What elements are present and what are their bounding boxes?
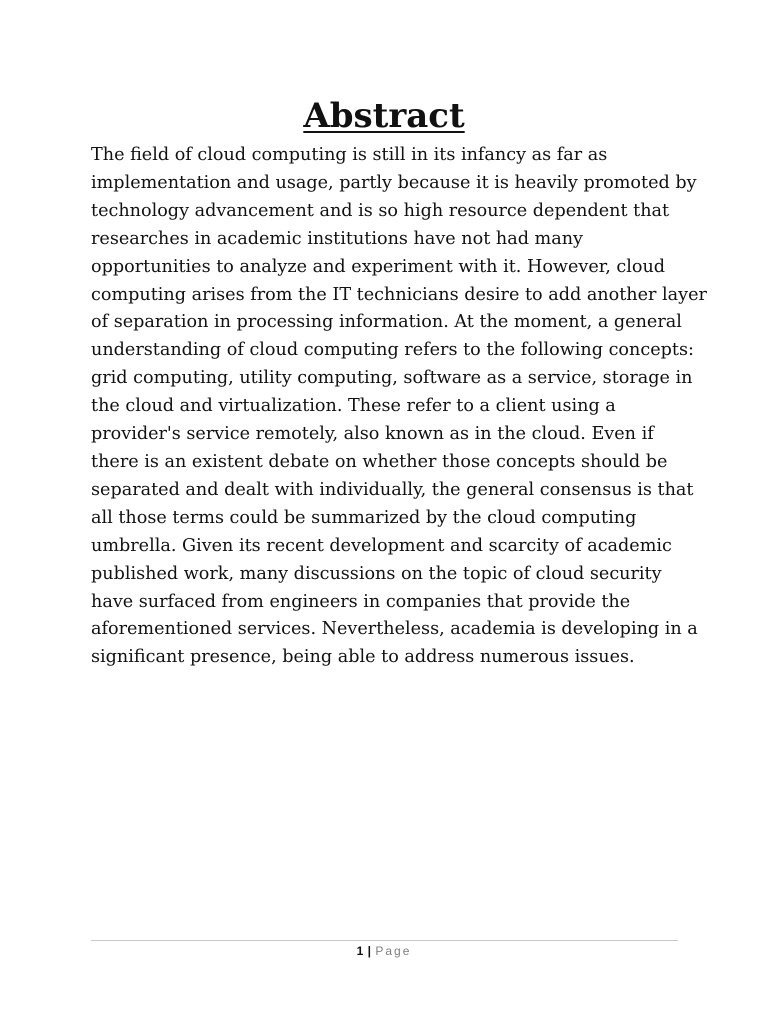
- paragraph-line: implementation and usage, partly because it is heavily promoted by: [91, 172, 697, 193]
- paragraph-line: The field of cloud computing is still in its infancy as far as: [91, 145, 608, 165]
- page-footer: [0, 943, 768, 959]
- abstract-paragraph: [91, 142, 707, 672]
- paragraph-line: researches in academic institutions have not had many: [91, 228, 583, 249]
- paragraph-line: separated and dealt with individually, the general consensus is that: [91, 479, 694, 500]
- page-label: Page: [375, 944, 412, 958]
- paragraph-line: all those terms could be summarized by the cloud computing: [91, 507, 637, 528]
- page-number: 1: [356, 944, 364, 958]
- paragraph-line: umbrella. Given its recent development and scarcity of academic: [91, 535, 672, 556]
- paragraph-line: there is an existent debate on whether those concepts should be: [91, 451, 668, 472]
- paragraph-line: have surfaced from engineers in companies that provide the: [91, 591, 631, 612]
- paragraph-line: understanding of cloud computing refers to the following concepts:: [91, 340, 694, 361]
- paragraph-line: significant presence, being able to address numerous issues.: [91, 647, 635, 668]
- paragraph-line: technology advancement and is so high resource dependent that: [91, 200, 670, 221]
- paragraph-line: opportunities to analyze and experiment with it. However, cloud: [91, 256, 666, 277]
- footer-divider: [91, 940, 678, 941]
- paragraph-line: published work, many discussions on the topic of cloud security: [91, 563, 662, 584]
- paragraph-line: of separation in processing information. At the moment, a general: [91, 312, 682, 333]
- footer-separator: |: [367, 944, 371, 958]
- document-title: Abstract: [303, 96, 465, 136]
- paragraph-line: aforementioned services. Nevertheless, academia is developing in a: [91, 619, 698, 640]
- paragraph-line: grid computing, utility computing, software as a service, storage in: [91, 368, 693, 389]
- paragraph-line: computing arises from the IT technicians desire to add another layer: [91, 284, 707, 305]
- paragraph-line: the cloud and virtualization. These refer to a client using a: [91, 396, 616, 417]
- paragraph-line: provider's service remotely, also known as in the cloud. Even if: [91, 424, 654, 445]
